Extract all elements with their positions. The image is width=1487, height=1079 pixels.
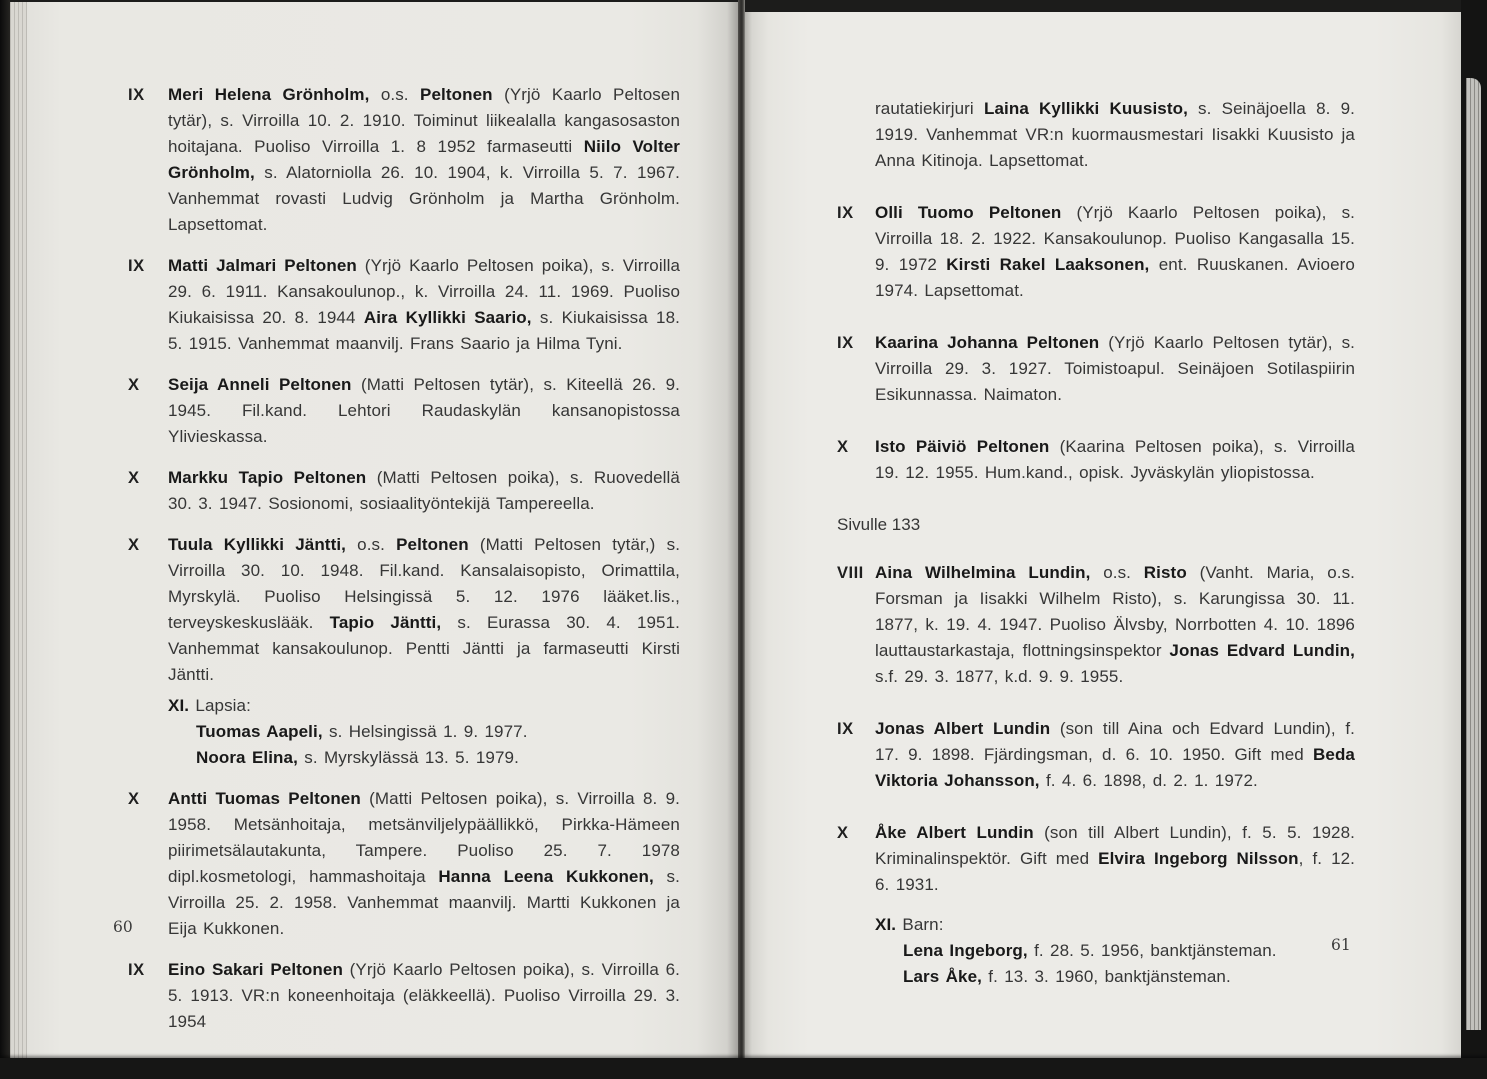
person-name: Aina Wilhelmina Lundin,: [875, 563, 1091, 582]
entry-text-segment: s. Kiukaisissa 18. 5. 1915. Vanhemmat maanvilj. Frans Saario ja Hilma Tyni.: [168, 308, 680, 353]
person-name: Laina Kyllikki Kuusisto,: [983, 99, 1188, 118]
entry-text-segment: s. Seinäjoella 8. 9. 1919. Vanhemmat VR:n kuormausmestari Iisakki Kuusisto ja Anna Kitinoja. Lapsettomat.: [875, 99, 1355, 170]
genealogy-entry: [128, 786, 680, 942]
entry-text-segment: (Matti Peltosen poika), s. Ruovedellä 30. 3. 1947. Sosionomi, sosiaalityöntekijä Tampereella.: [168, 468, 680, 513]
page-number-left: 60: [113, 918, 133, 936]
entry-text: [168, 532, 680, 688]
genealogy-entry: [837, 96, 1355, 174]
entry-text-segment: (son till Aina och Edvard Lundin), f. 17. 9. 1898. Fjärdingsman, d. 6. 10. 1950. Gift med: [875, 719, 1355, 764]
cover-left-edge: [0, 0, 10, 1079]
entry-text: [168, 957, 680, 1035]
genealogy-entry: [837, 200, 1355, 304]
person-name: Isto Päiviö Peltonen: [875, 437, 1050, 456]
entry-text-segment: o.s.: [345, 535, 397, 554]
entry-text-segment: , f. 12. 6. 1931.: [875, 849, 1356, 894]
child-item: [168, 719, 680, 745]
person-name: Antti Tuomas Peltonen: [168, 789, 361, 808]
generation-label: X: [128, 790, 140, 808]
entry-text: [875, 434, 1355, 486]
entry-text-segment: f. 13. 3. 1960, banktjänsteman.: [981, 967, 1231, 986]
person-name: Matti Jalmari Peltonen: [168, 256, 357, 275]
genealogy-entry: [128, 957, 680, 1035]
children-heading: [875, 912, 1355, 938]
entry-text-segment: s. Alatorniolla 26. 10. 1904, k. Virroilla 5. 7. 1967. Vanhemmat rovasti Ludvig Grönholm ja Martha Grönholm. Lapsettomat.: [168, 163, 680, 234]
generation-label: [837, 96, 875, 174]
genealogy-entry: [837, 820, 1355, 898]
person-name: Lars Åke,: [903, 967, 982, 986]
person-name: Tuomas Aapeli,: [196, 722, 323, 741]
entry-text-segment: o.s.: [1090, 563, 1144, 582]
person-name: Seija Anneli Peltonen: [168, 375, 352, 394]
book-spine-gutter: [738, 0, 745, 1058]
person-name: Åke Albert Lundin: [875, 823, 1034, 842]
person-name: Peltonen: [396, 535, 469, 554]
page-note: Sivulle 133: [837, 515, 921, 534]
person-name: XI.: [875, 915, 897, 934]
person-name: XI.: [168, 696, 190, 715]
entry-text-segment: ent. Ruuskanen. Avioero 1974. Lapsettomat.: [875, 255, 1355, 300]
entry-text: [168, 82, 680, 238]
child-item: [875, 964, 1355, 990]
entry-text-segment: f. 28. 5. 1956, banktjänsteman.: [1027, 941, 1277, 960]
genealogy-entry: [128, 372, 680, 450]
child-item: [875, 938, 1355, 964]
entry-text-segment: (Matti Peltosen tytär,) s. Virroilla 30. 10. 1948. Fil.kand. Kansalaisopisto, Orimattila, Myrskylä. Puoliso Helsingissä 5. 12. 1976 lääket.lis., terveyskeskuslääk.: [168, 535, 681, 632]
person-name: Elvira Ingeborg Nilsson: [1098, 849, 1299, 868]
entry-text-segment: s. Helsingissä 1. 9. 1977.: [322, 722, 528, 741]
right-page-content: [837, 96, 1355, 1016]
genealogy-entry: [837, 716, 1355, 794]
generation-label: VIII: [837, 564, 864, 582]
entry-text-segment: (Kaarina Peltosen poika), s. Virroilla 19. 12. 1955. Hum.kand., opisk. Jyväskylän yliopistossa.: [875, 437, 1355, 482]
genealogy-entry: [128, 532, 680, 688]
entry-text-segment: (son till Albert Lundin), f. 5. 5. 1928. Kriminalinspektör. Gift med: [875, 823, 1355, 868]
entry-text-segment: s.f. 29. 3. 1877, k.d. 9. 9. 1955.: [875, 667, 1124, 686]
person-name: Jonas Albert Lundin: [875, 719, 1051, 738]
children-heading: [168, 693, 680, 719]
genealogy-entry: [837, 560, 1355, 690]
entry-text-segment: s. Myrskylässä 13. 5. 1979.: [297, 748, 519, 767]
generation-label: X: [128, 536, 140, 554]
person-name: Hanna Leena Kukkonen,: [438, 867, 654, 886]
generation-label: IX: [837, 720, 854, 738]
generation-label: X: [128, 376, 140, 394]
genealogy-entry: [837, 434, 1355, 486]
person-name: Risto: [1143, 563, 1187, 582]
entry-text-segment: Barn:: [896, 915, 944, 934]
entry-text: [168, 253, 680, 357]
left-page: [27, 2, 738, 1058]
child-item: [168, 745, 680, 771]
entry-text: [875, 330, 1355, 408]
entry-text-segment: f. 4. 6. 1898, d. 2. 1. 1972.: [1039, 771, 1258, 790]
page-edge-stack-right: [1466, 78, 1481, 1030]
entry-text: [875, 200, 1355, 304]
generation-label: IX: [128, 961, 145, 979]
person-name: Niilo Volter Grönholm,: [168, 137, 680, 182]
person-name: Tapio Jäntti,: [329, 613, 442, 632]
generation-label: IX: [128, 257, 145, 275]
generation-label: IX: [837, 204, 854, 222]
person-name: Olli Tuomo Peltonen: [875, 203, 1062, 222]
entry-text-segment: rautatiekirjuri: [875, 99, 984, 118]
page-number-right: 61: [1331, 936, 1351, 954]
person-name: Markku Tapio Peltonen: [168, 468, 367, 487]
person-name: Noora Elina,: [196, 748, 298, 767]
entry-text-segment: s. Virroilla 25. 2. 1958. Vanhemmat maanvilj. Martti Kukkonen ja Eija Kukkonen.: [168, 867, 680, 938]
genealogy-entry: [128, 82, 680, 238]
person-name: Tuula Kyllikki Jäntti,: [168, 535, 346, 554]
entry-text-segment: (Yrjö Kaarlo Peltosen poika), s. Virroilla 18. 2. 1922. Kansakoulunop. Puoliso Kangasalla 15. 9. 1972: [875, 203, 1355, 274]
person-name: Aira Kyllikki Saario,: [363, 308, 532, 327]
entry-text: [875, 560, 1355, 690]
children-block: [128, 693, 680, 771]
entry-text: [168, 786, 680, 942]
generation-label: IX: [128, 86, 145, 104]
person-name: Lena Ingeborg,: [903, 941, 1028, 960]
children-list: [168, 693, 680, 771]
person-name: Jonas Edvard Lundin,: [1169, 641, 1355, 660]
children-block: [837, 912, 1355, 990]
entry-text: [875, 820, 1355, 898]
generation-label: [128, 693, 168, 771]
children-list: [875, 912, 1355, 990]
entry-text-segment: (Yrjö Kaarlo Peltosen poika), s. Virroilla 6. 5. 1913. VR:n koneenhoitaja (eläkkeellä). Puoliso Virroilla 29. 3. 1954: [168, 960, 680, 1031]
genealogy-entry: [837, 330, 1355, 408]
entry-text: [168, 372, 680, 450]
left-page-content: [128, 82, 680, 1050]
entry-text-segment: (Vanht. Maria, o.s. Forsman ja Iisakki Wilhelm Risto), s. Karungissa 30. 11. 1877, k. 19. 4. 1947. Puoliso Älvsby, Norrbotten 4. 10. 1896 lauttaustarkastaja, flottningsinspektor: [875, 563, 1355, 660]
genealogy-entry: [128, 253, 680, 357]
generation-label: IX: [837, 334, 854, 352]
entry-text-segment: (Yrjö Kaarlo Peltosen poika), s. Virroilla 29. 6. 1911. Kansakoulunop., k. Virroilla 24. 11. 1969. Puoliso Kiukaisissa 20. 8. 1944: [168, 256, 681, 327]
person-name: Kaarina Johanna Peltonen: [875, 333, 1100, 352]
genealogy-entry: [128, 465, 680, 517]
person-name: Beda Viktoria Johansson,: [875, 745, 1355, 790]
book-cover-bottom-edge: [0, 1058, 1487, 1079]
entry-text-segment: o.s.: [369, 85, 421, 104]
entry-text-segment: Lapsia:: [189, 696, 251, 715]
person-name: Peltonen: [420, 85, 493, 104]
entry-text: [875, 96, 1355, 174]
entry-text-segment: (Matti Peltosen poika), s. Virroilla 8. 9. 1958. Metsänhoitaja, metsänviljelypäällikkö, Pirkka-Hämeen piirimetsälautakunta, Tampere. Puoliso 25. 7. 1978 dipl.kosmetologi, hammashoitaja: [168, 789, 680, 886]
entry-text-segment: (Matti Peltosen tytär), s. Kiteellä 26. 9. 1945. Fil.kand. Lehtori Raudaskylän kansanopistossa Ylivieskassa.: [168, 375, 680, 446]
generation-label: [837, 912, 875, 990]
person-name: Kirsti Rakel Laaksonen,: [946, 255, 1150, 274]
entry-text: [875, 716, 1355, 794]
entry-text: [168, 465, 680, 517]
person-name: Eino Sakari Peltonen: [168, 960, 343, 979]
generation-label: X: [837, 438, 849, 456]
right-page: [745, 12, 1461, 1058]
page-edge-stack-left: [10, 2, 27, 1060]
entry-text-segment: (Yrjö Kaarlo Peltosen tytär), s. Virroilla 10. 2. 1910. Toiminut liikealalla kangasosaston hoitajana. Puoliso Virroilla 1. 8 1952 farmaseutti: [168, 85, 681, 156]
generation-label: X: [128, 469, 140, 487]
generation-label: X: [837, 824, 849, 842]
entry-text-segment: s. Eurassa 30. 4. 1951. Vanhemmat kansakoulunop. Pentti Jäntti ja farmaseutti Kirsti Jäntti.: [168, 613, 680, 684]
person-name: Meri Helena Grönholm,: [168, 85, 370, 104]
entry-text-segment: (Yrjö Kaarlo Peltosen tytär), s. Virroilla 29. 3. 1927. Toimistoapul. Seinäjoen Sotilaspiirin Esikunnassa. Naimaton.: [875, 333, 1355, 404]
